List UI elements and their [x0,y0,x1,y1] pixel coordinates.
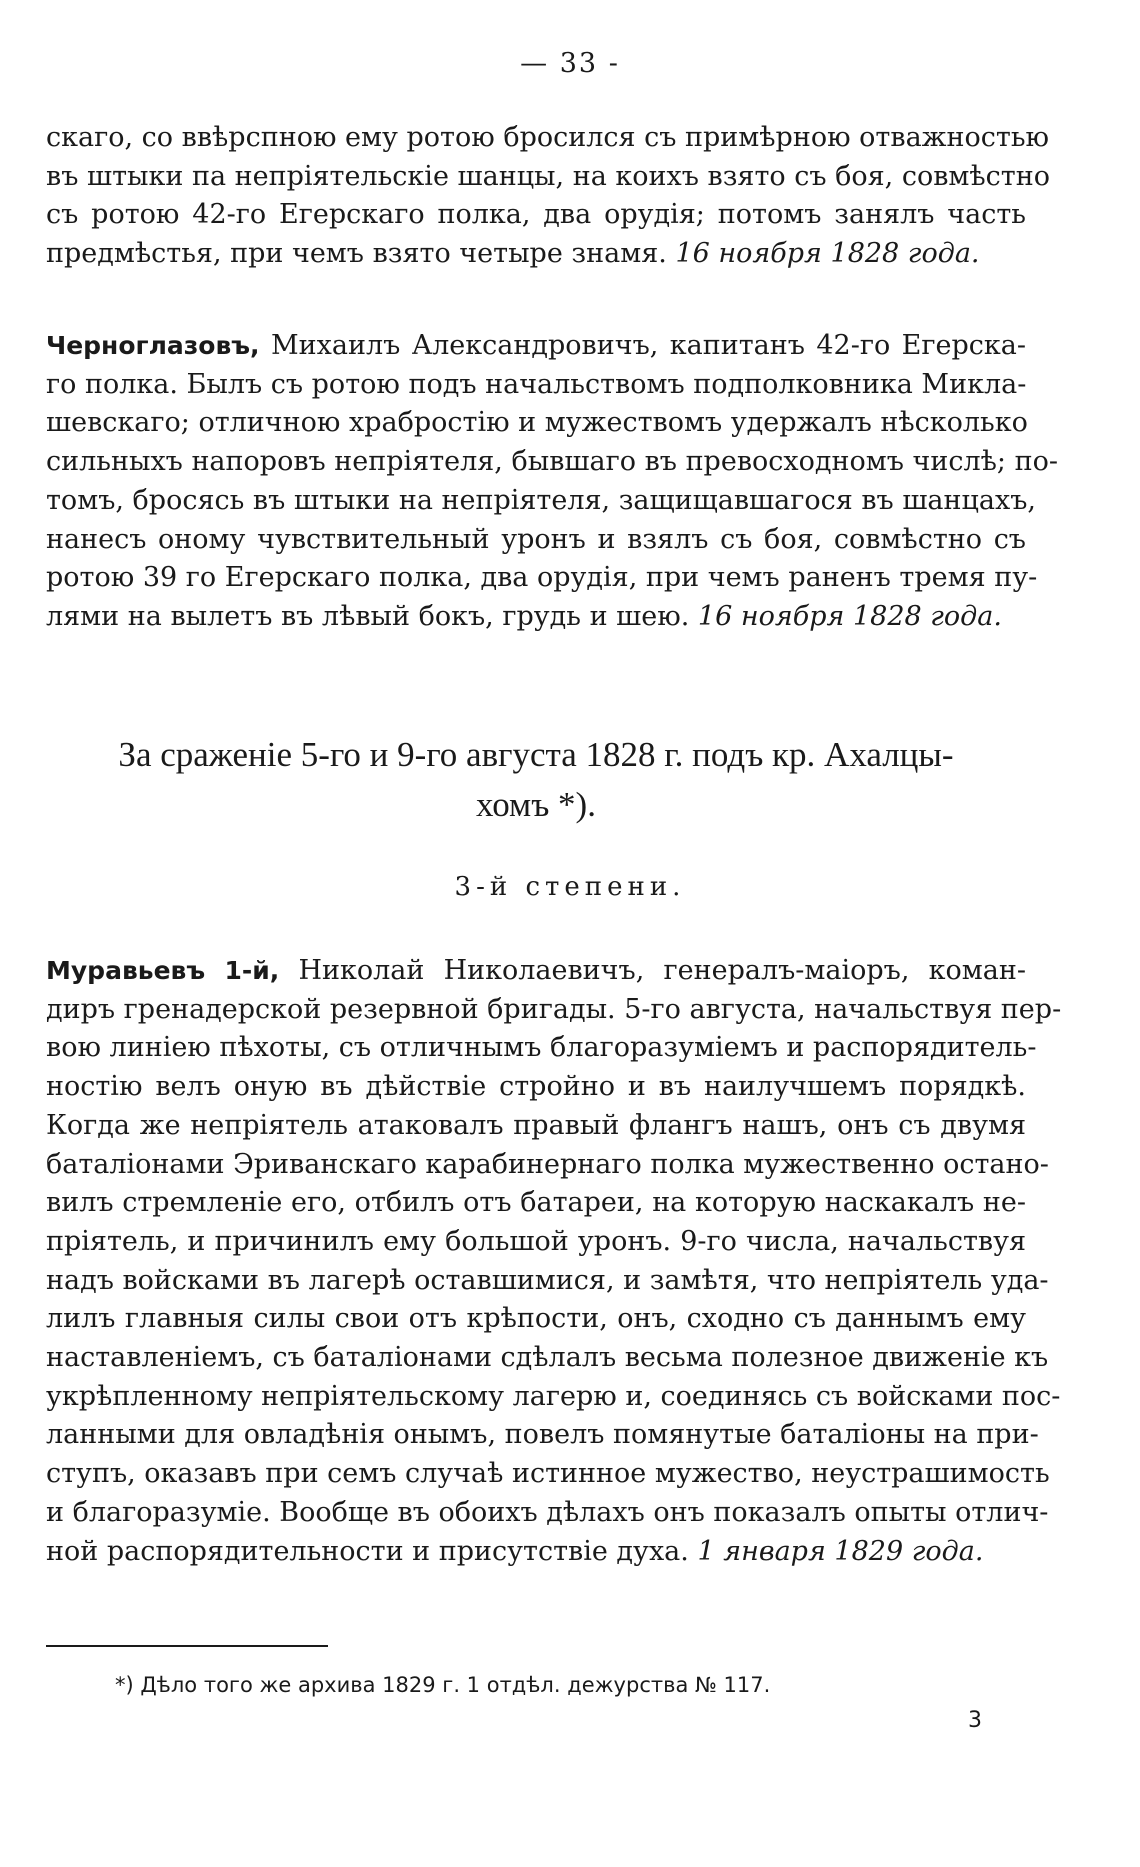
text-line: ступъ, оказавъ при семъ случаѣ истинное мужество, неустрашимость [46,1458,1050,1490]
text-line [46,598,1026,637]
text-line: сильныхъ напоровъ непріятеля, бывшаго въ превосходномъ числѣ; по- [46,446,1058,478]
heading-line: За сраженіе 5-го и 9-го августа 1828 г. подъ кр. Ахалцы- [118,735,954,774]
award-date: 16 ноября 1828 года. [697,600,1002,632]
text-line: го полка. Былъ съ ротою подъ начальствомъ подполковника Микла- [46,368,1027,400]
text-line: Когда же непріятель атаковалъ правый флангъ нашъ, онъ съ двумя [46,1109,1026,1141]
printer-signature-mark: 3 [968,1708,982,1733]
footnote: *) Дѣло того же архива 1829 г. 1 отдѣл. дежурства № 117. [115,1673,771,1697]
section-heading [46,730,1026,830]
text-line: укрѣпленному непріятельскому лагерю и, соединясь съ войсками пос- [46,1380,1061,1412]
text-line [46,327,1026,366]
text-line: пріятель, и причинилъ ему большой уронъ. 9-го числа, начальствуя [46,1225,1026,1257]
text-line: нанесъ оному чувствительный уронъ и взялъ съ боя, совмѣстно съ [46,523,1026,555]
text-line: вою линіею пѣхоты, съ отличнымъ благоразуміемъ и распорядитель- [46,1032,1037,1064]
text-line [46,235,1026,274]
text-line: диръ гренадерской резервной бригады. 5-го августа, начальствуя пер- [46,993,1062,1025]
surname: Муравьевъ 1-й, [46,956,280,985]
degree-subheading: 3-й степени. [454,872,686,902]
text-fragment: предмѣстья, при чемъ взято четыре знамя. [46,238,676,270]
text-line: ротою 39 го Егерскаго полка, два орудія, при чемъ раненъ тремя пу- [46,562,1038,594]
heading-line: хомъ *). [476,785,596,824]
award-date: 1 января 1829 года. [697,1535,984,1567]
text-line: шевскаго; отличною храбростію и мужествомъ удержалъ нѣсколько [46,407,1028,439]
text-line: лилъ главныя силы свои отъ крѣпости, онъ, сходно съ даннымъ ему [46,1303,1026,1335]
text-line: ностію велъ оную въ дѣйствіе стройно и въ наилучшемъ порядкѣ. [46,1071,1026,1103]
text-line: ланными для овладѣнія онымъ, повелъ помянутые баталіоны на при- [46,1419,1039,1451]
surname: Черноглазовъ, [46,331,260,360]
text-line: и благоразуміе. Вообще въ обоихъ дѣлахъ онъ показалъ опыты отлич- [46,1496,1049,1528]
text-line: томъ, бросясь въ штыки на непріятеля, защищавшагося въ шанцахъ, [46,484,1036,516]
text-line: наставленіемъ, съ баталіонами сдѣлалъ весьма полезное движеніе къ [46,1342,1049,1374]
text-line: баталіонами Эриванскаго карабинернаго полка мужественно остано- [46,1148,1049,1180]
text-fragment: лями на вылетъ въ лѣвый бокъ, грудь и шею. [46,600,698,632]
award-date: 16 ноября 1828 года. [675,238,980,270]
footnote-divider [46,1645,328,1647]
text-fragment: Николай Николаевичъ, генералъ-маіоръ, коман- [279,955,1026,986]
text-fragment: Михаилъ Александровичъ, капитанъ 42-го Егерска- [259,330,1026,361]
text-line [46,952,1026,991]
text-line: вилъ стремленіе его, отбилъ отъ батареи, на которую наскакалъ не- [46,1187,1026,1219]
text-line: скаго, со ввѣрспною ему ротою бросился съ примѣрною отважностью [46,122,1050,153]
paragraph-muravyev [46,952,1062,1571]
text-line: съ ротою 42-го Егерскаго полка, два орудія; потомъ занялъ часть [46,199,1026,231]
text-line: въ штыки па непріятельскіе шанцы, на коихъ взято съ боя, совмѣстно [46,160,1050,192]
text-line [46,1533,1026,1572]
text-line: надъ войсками въ лагерѣ оставшимися, и замѣтя, что непріятель уда- [46,1264,1049,1296]
page-number: — 33 - [520,48,620,79]
paragraph-chernoglazov [46,327,1058,637]
paragraph-continuation [46,119,1050,274]
text-fragment: ной распорядительности и присутствіе духа. [46,1535,698,1567]
